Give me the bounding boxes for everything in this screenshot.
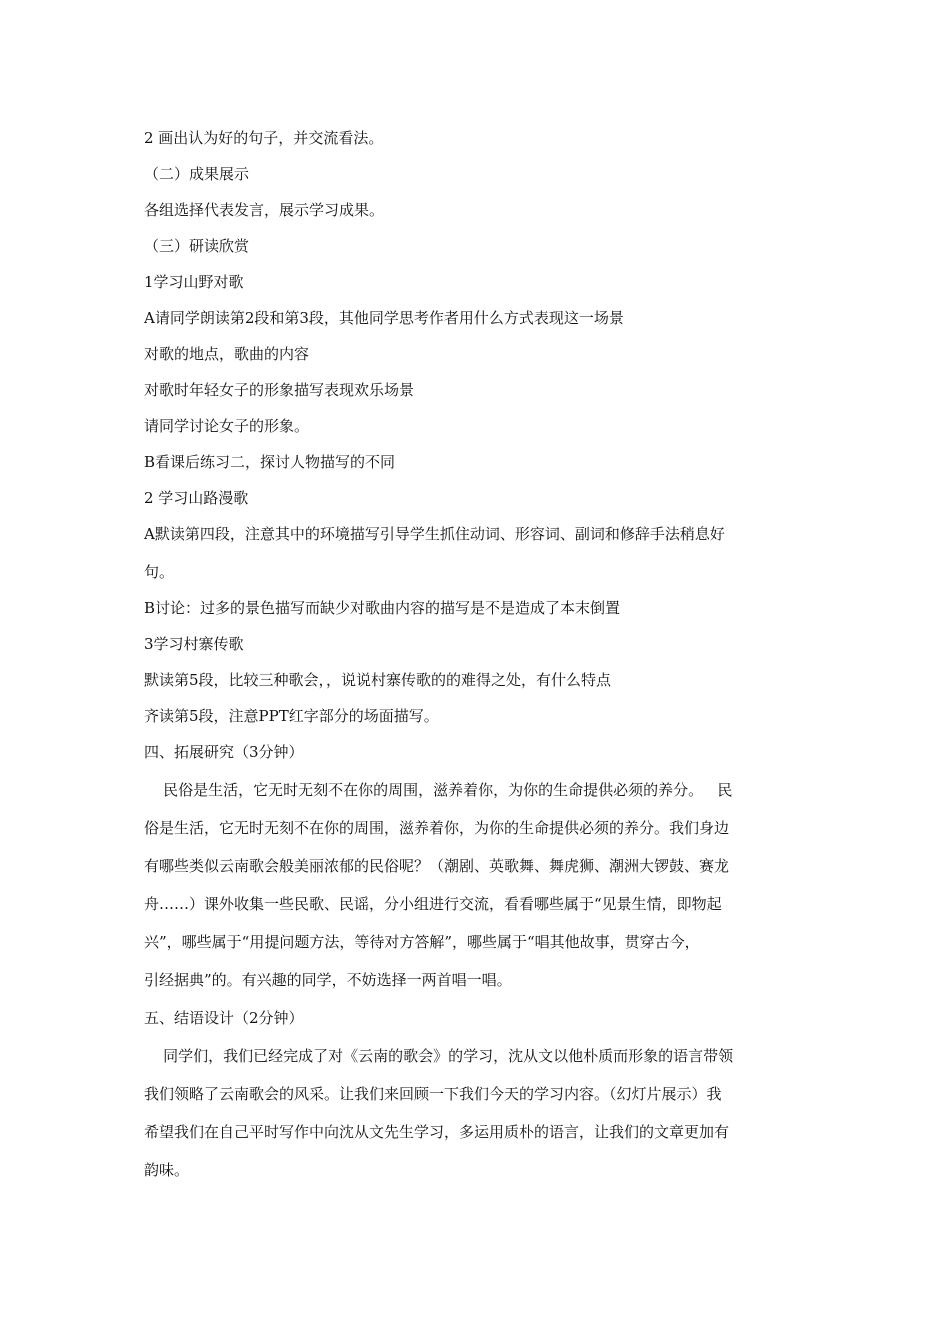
text-line: 各组选择代表发言，展示学习成果。 — [144, 201, 385, 219]
text-line: 请同学讨论女子的形象。 — [144, 417, 310, 435]
text-line: 对歌的地点，歌曲的内容 — [144, 345, 310, 363]
paragraph-line: 希望我们在自己平时写作中向沈从文先生学习，多运用质朴的语言，让我们的文章更加有 — [144, 1123, 730, 1141]
text-line: 默读第5段，比较三种歌会，，说说村寨传歌的的难得之处，有什么特点 — [144, 671, 612, 689]
text-line: 2 学习山路漫歌 — [144, 489, 249, 507]
paragraph-line: 俗是生活，它无时无刻不在你的周围，滋养着你，为你的生命提供必须的养分。我们身边 — [144, 819, 730, 837]
text-line: B讨论：过多的景色描写而缺少对歌曲内容的描写是不是造成了本末倒置 — [144, 599, 621, 617]
text-line: 1学习山野对歌 — [144, 273, 244, 291]
text-line: 3学习村寨传歌 — [144, 635, 244, 653]
paragraph-line: 韵味。 — [144, 1161, 190, 1179]
paragraph-line: 舟……）课外收集一些民歌、民谣，分小组进行交流，看看哪些属于“见景生情，即物起 — [144, 895, 722, 913]
paragraph-line: 兴”，哪些属于“用提问题方法，等待对方答解”，哪些属于“唱其他故事，贯穿古今， — [144, 933, 700, 951]
paragraph-line: 引经据典”的。有兴趣的同学，不妨选择一两首唱一唱。 — [144, 971, 512, 989]
text-line: A默读第四段，注意其中的环境描写引导学生抓住动词、形容词、副词和修辞手法稍息好 — [144, 525, 725, 543]
text-line: A请同学朗读第2段和第3段，其他同学思考作者用什么方式表现这一场景 — [144, 309, 624, 327]
paragraph-line: 同学们，我们已经完成了对《云南的歌会》的学习，沈从文以他朴质而形象的语言带领 — [144, 1047, 734, 1065]
paragraph-line: 我们领略了云南歌会的风采。让我们来回顾一下我们今天的学习内容。（幻灯片展示）我 — [144, 1085, 722, 1103]
section-heading: 四、拓展研究（3分钟） — [144, 743, 304, 761]
text-line: 齐读第5段，注意PPT红字部分的场面描写。 — [144, 707, 439, 725]
section-heading: （二）成果展示 — [144, 165, 250, 183]
section-heading: （三）研读欣赏 — [144, 237, 250, 255]
text-line: 2 画出认为好的句子，并交流看法。 — [144, 129, 384, 147]
section-heading: 五、结语设计（2分钟） — [144, 1009, 304, 1027]
text-line: 对歌时年轻女子的形象描写表现欢乐场景 — [144, 381, 415, 399]
text-line: 句。 — [144, 563, 175, 581]
paragraph-line: 民俗是生活，它无时无刻不在你的周围，滋养着你，为你的生命提供必须的养分。 民 — [144, 781, 733, 799]
paragraph-line: 有哪些类似云南歌会般美丽浓郁的民俗呢？（潮剧、英歌舞、舞虎狮、潮洲大锣鼓、赛龙 — [144, 857, 730, 875]
text-line: B看课后练习二，探讨人物描写的不同 — [144, 453, 396, 471]
